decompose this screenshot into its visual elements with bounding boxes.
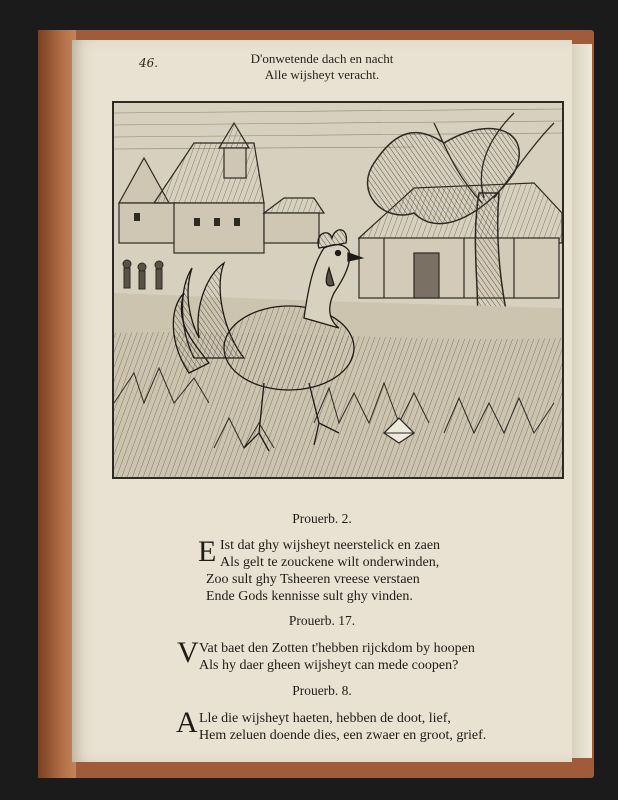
dropcap-e: E bbox=[198, 535, 217, 568]
page-heading-line-2: Alle wijsheyt veracht. bbox=[264, 67, 380, 82]
verse-line: Hem zeluen doende dies, een zwaer en groot, grief. bbox=[199, 728, 487, 743]
section-title-prouerb-8: Prouerb. 8. bbox=[292, 683, 352, 698]
section-title-prouerb-17: Prouerb. 17. bbox=[288, 613, 356, 628]
dropcap-a: A bbox=[176, 706, 198, 739]
page-edge bbox=[572, 44, 592, 758]
book-page bbox=[72, 40, 572, 762]
section-title-prouerb-2: Prouerb. 2. bbox=[292, 511, 352, 526]
page-heading-line-1: D'onwetende dach en nacht bbox=[250, 51, 394, 66]
verse-line: Zoo sult ghy Tsheeren vreese verstaen bbox=[206, 572, 420, 587]
verse-line: Vat baet den Zotten t'hebben rijckdom by hoopen bbox=[199, 641, 475, 656]
book-spine bbox=[38, 30, 76, 778]
verse-line: Als hy daer gheen wijsheyt can mede coopen? bbox=[199, 658, 459, 673]
verse-line: Ende Gods kennisse sult ghy vinden. bbox=[206, 589, 413, 604]
verse-line: Ist dat ghy wijsheyt neerstelick en zaen bbox=[220, 538, 441, 553]
verse-line: Lle die wijsheyt haeten, hebben de doot, lief, bbox=[199, 711, 451, 726]
engraving-rooster bbox=[112, 101, 564, 479]
dropcap-v: V bbox=[177, 636, 199, 669]
page-number: 46. bbox=[139, 56, 159, 70]
verse-line: Als gelt te zouckene wilt onderwinden, bbox=[220, 555, 440, 570]
